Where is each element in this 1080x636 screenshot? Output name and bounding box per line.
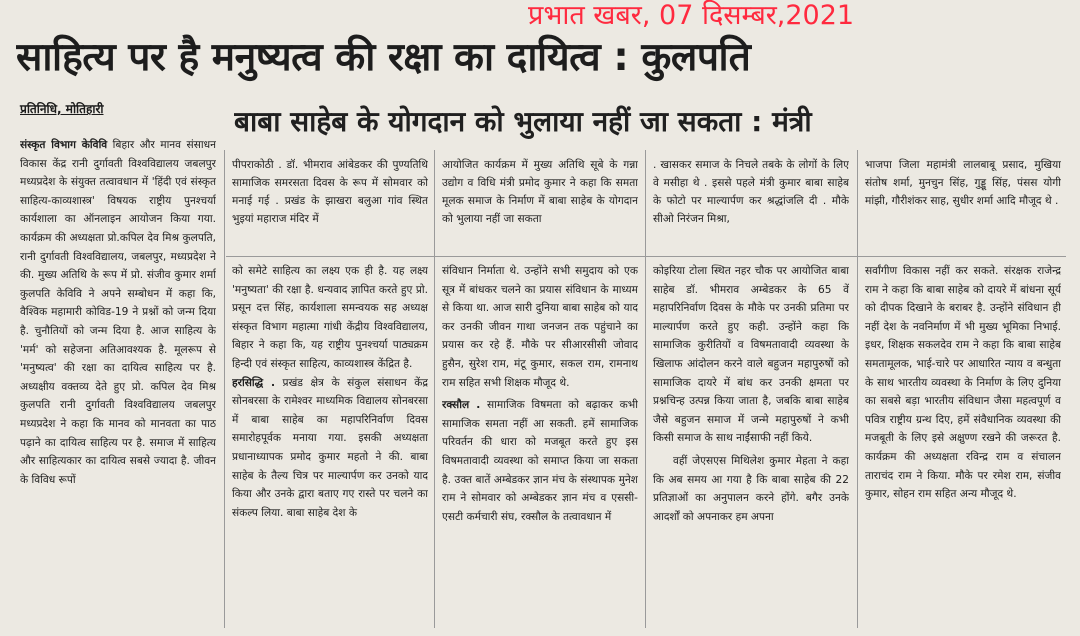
byline: प्रतिनिधि, मोतिहारी	[20, 102, 104, 116]
newspaper-date-tag: प्रभात खबर, 07 दिसम्बर,2021	[528, 0, 855, 31]
subhead: बाबा साहेब के योगदान को भुलाया नहीं जा सकता : मंत्री	[234, 105, 812, 138]
column-rule	[434, 150, 435, 628]
column-rule	[645, 150, 646, 628]
story2-column-4	[865, 156, 1061, 252]
column-rule	[224, 150, 225, 628]
story4-column-4	[653, 262, 849, 632]
story4-column-3	[442, 262, 638, 632]
story2-column-1	[232, 156, 428, 252]
story4-text: वहीं जेएसएस मिथिलेश कुमार मेहता ने कहा कि अब समय आ गया है कि बाबा साहेब की 22 प्रतिज्ञाओं का अनुपालन करने होंगे. बगैर उनके आदर्शों को अपनाकर हम अपना	[653, 454, 849, 523]
story1-continuation: को समेटे साहित्य का लक्ष्य एक ही है. यह लक्ष्य 'मनुष्यता' की रक्षा है. धन्यवाद ज्ञापित करते हुए प्रो. प्रसून दत्त सिंह, कार्यशाला समन्वयक सह अध्यक्ष संस्कृत विभाग महात्मा गांधी केंद्रीय विश्वविद्यालय, बिहार ने कहा कि, यह राष्ट्रीय पुनश्चर्या पाठ्यक्रम हिन्दी एवं संस्कृत साहित्य, काव्यशास्त्र केंद्रित है.	[232, 265, 428, 370]
story4-text: कोइरिया टोला स्थित नहर चौक पर आयोजित बाबा साहेब डॉ. भीमराव अम्बेडकर के 65 वें महापरिनिर्वाण दिवस के मौके पर उनकी प्रतिमा पर माल्यार्पण करते हुए कही. उन्होंने कहा कि सामाजिक कुरीतियों व विषमतावादी व्यवस्था के खिलाफ आंदोलन करने वाले बहुजन महापुरुषों को सामाजिक दायरे में बांध कर उनकी क्षमता पर प्रश्नचिन्ह उत्पन्न किया जाता है, जबकि बाबा साहेब जैसे बहुजन समाज में जन्मे महापुरुषों ने कभी किसी समाज के साथ नाईंसाफी नहीं किये.	[653, 265, 849, 445]
story3-continuation: संविधान निर्माता थे. उन्होंने सभी समुदाय को एक सूत्र में बांधकर चलने का प्रयास संविधान के माध्यम से किया था. आज सारी दुनिया बाबा साहेब को याद कर उनकी जीवन गाथा जनजन तक पहुंचाने का प्रयास कर रहे हैं. मौके पर सीआरसीसी जोवाद हुसैन, सुरेश राम, मंटू कुमार, सकल राम, रामनाथ राम सहित सभी शिक्षक मौजूद थे.	[442, 265, 638, 389]
story4-dateline: रक्सौल .	[442, 399, 481, 412]
story4-column-5	[865, 262, 1061, 632]
story2-text: भाजपा जिला महामंत्री लालबाबू प्रसाद, मुखिया संतोष शर्मा, मुनचुन सिंह, गुड्डू सिंह, पंसस योगी मांझी, गौरीशंकर साह, सुधीर शर्मा आदि मौजूद थे .	[865, 159, 1061, 207]
story2-text: आयोजित कार्यक्रम में मुख्य अतिथि सूबे के गन्ना उद्योग व विधि मंत्री प्रमोद कुमार ने कहा कि समता मूलक समाज के निर्माण में बाबा साहेब के योगदान को भुलाया नहीं जा सकता	[442, 159, 638, 225]
story1-body: बिहार और मानव संसाधन विकास केंद्र रानी दुर्गावती विश्वविद्यालय जबलपुर मध्यप्रदेश के संयुक्त तत्वावधान में 'हिंदी एवं संस्कृत साहित्य-काव्यशास्त्र' विषयक राष्ट्रीय पुनश्चर्या कार्यशाला का ऑनलाइन आयोजन किया गया. कार्यक्रम की अध्यक्षता प्रो.कपिल देव मिश्र कुलपति, रानी दुर्गावती विश्वविद्यालय, जबलपुर, मध्यप्रदेश ने की. मुख्य अतिथि के रूप में प्रो. संजीव कुमार शर्मा कुलपति केविवि ने अपने सम्बोधन में कहा कि, वैश्विक महामारी कोविड-19 ने प्रश्नों को जन्म दिया है. चुनौतियों को जन्म दिया है. आज साहित्य के 'मर्म' को सहेजना अतिआवश्यक है. मूलरूप से 'मनुष्यत्व' की रक्षा का दायित्व साहित्य पर है. अध्यक्षीय वक्तव्य देते हुए प्रो. कपिल देव मिश्र कुलपति रानी दुर्गावती विश्वविद्यालय जबलपुर मध्यप्रदेश ने कहा कि मानव को मानवता का पाठ पढ़ाने का दायित्व साहित्य पर है. समाज में साहित्य और साहित्यकार का दायित्व सबसे ज्यादा है. जीवन के विविध रूपों	[20, 139, 216, 486]
story2-text: पीपराकोठी . डॉ. भीमराव आंबेडकर की पुण्यतिथि सामाजिक समरसता दिवस के रूप में सोमवार को मनाई गई . प्रखंड के झाखरा बलुआ गांव स्थित भुइयां महाराज मंदिर में	[232, 159, 428, 225]
story3-dateline: हरसिद्धि .	[232, 376, 275, 389]
story3-column-2	[232, 262, 428, 632]
story1-column-1	[20, 136, 216, 632]
column-rule	[857, 150, 858, 628]
story2-column-3	[653, 156, 849, 252]
story4-text: सर्वांगीण विकास नहीं कर सकते. संरक्षक राजेन्द्र राम ने कहा कि बाबा साहेब को दायरे में बांधना सूर्य को दीपक दिखाने के बराबर है. उन्होंने संविधान ही नहीं देश के नवनिर्माण में भी मुख्य भूमिका निभाई. इधर, शिक्षक सकलदेव राम ने कहा कि बाबा साहेब समतामूलक, भाई-चारे पर आधारित न्याय व बन्धुता के साथ भारतीय व्यवस्था के निर्माण के लिए दुनिया का सबसे बड़ा भारतीय संविधान जैसा महत्वपूर्ण व पवित्र राष्ट्रीय ग्रन्थ दिए, हमें संवैधानिक व्यवस्था की मजबूती के लिए इसे अक्षुण्ण रखने की जरूरत है. कार्यक्रम की अध्यक्षता रविन्द्र राम व संचालन ताराचंद राम ने किया. मौके पर रमेश राम, संजीव कुमार, सोहन राम सहित अन्य मौजूद थे.	[865, 265, 1061, 501]
section-rule	[226, 256, 1066, 257]
headline: साहित्य पर है मनुष्यत्व की रक्षा का दायित्व : कुलपति	[16, 35, 751, 80]
story3-body: प्रखंड क्षेत्र के संकुल संसाधन केंद्र सोनबरसा के रामेश्वर माध्यमिक विद्यालय सोनबरसा में बाबा साहेब का महापरिनिर्वाण दिवस समारोहपूर्वक मनाया गया. इसकी अध्यक्षता प्रधानाध्यापक प्रमोद कुमार महतो ने की. बाबा साहेब के तैल्य चित्र पर माल्यार्पण कर उनको याद किया और उनके द्वारा बताए गए रास्ते पर चलने का संकल्प लिया. बाबा साहेब देश के	[232, 376, 428, 519]
story1-dateline: संस्कृत विभाग केविवि	[20, 139, 108, 151]
story4-body: सामाजिक विषमता को बढ़ाकर कभी सामाजिक समता नहीं आ सकती. हमें सामाजिक परिवर्तन की धारा को मजबूत करते हुए इस विषमतावादी व्यवस्था को समाप्त किया जा सकता है. उक्त बातें अम्बेडकर ज्ञान मंच के संस्थापक मुनेश राम ने सोमवार को अम्बेडकर ज्ञान मंच व एससी-एसटी कर्मचारी संघ, रक्सौल के तत्वावधान में	[442, 399, 638, 523]
story2-column-2	[442, 156, 638, 252]
story2-text: . खासकर समाज के निचले तबके के लोगों के लिए वे मसीहा थे . इससे पहले मंत्री कुमार बाबा साहेब के फोटो पर माल्यार्पण कर श्रद्धांजलि दी . मौके सीओ निरंजन मिश्रा,	[653, 159, 849, 225]
